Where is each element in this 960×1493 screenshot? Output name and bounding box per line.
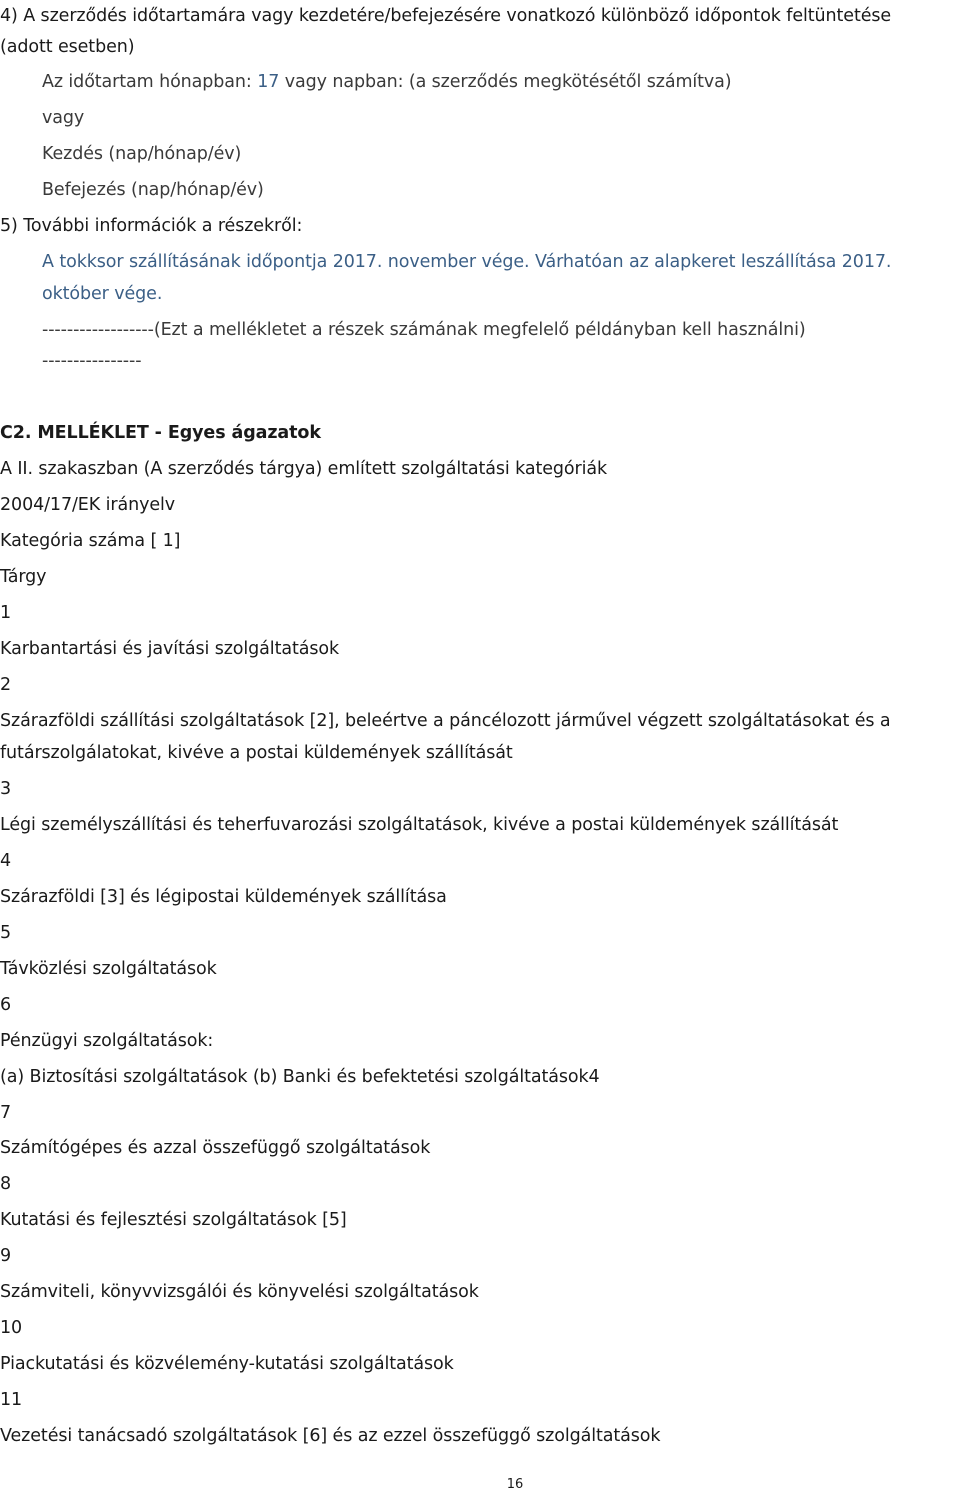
page-number: 16 bbox=[506, 1477, 524, 1492]
annex-subject-label: Tárgy bbox=[0, 567, 47, 587]
item-text: Kutatási és fejlesztési szolgáltatások [5] bbox=[0, 1210, 347, 1230]
annex-heading: C2. MELLÉKLET - Egyes ágazatok bbox=[0, 423, 321, 443]
item-text: Távközlési szolgáltatások bbox=[0, 959, 217, 979]
item-text: Pénzügyi szolgáltatások: bbox=[0, 1031, 214, 1051]
item-text: Légi személyszállítási és teherfuvarozási szolgáltatások, kivéve a postai küldemények szállítását bbox=[0, 815, 839, 835]
annex-category-label: Kategória száma [ 1] bbox=[0, 531, 181, 551]
item-number: 3 bbox=[0, 779, 12, 799]
item-number: 11 bbox=[0, 1390, 23, 1410]
item-number: 8 bbox=[0, 1174, 12, 1194]
duration-suffix: vagy napban: (a szerződés megkötésétől számítva) bbox=[279, 72, 732, 92]
start-date-line: Kezdés (nap/hónap/év) bbox=[42, 144, 242, 164]
item-number: 9 bbox=[0, 1246, 12, 1266]
annex-directive: 2004/17/EK irányelv bbox=[0, 495, 176, 515]
duration-line bbox=[42, 70, 732, 94]
section5-note-line2: ---------------- bbox=[42, 351, 142, 371]
annex-intro: A II. szakaszban (A szerződés tárgya) említett szolgáltatási kategóriák bbox=[0, 459, 608, 479]
section5-note-line1: ------------------(Ezt a mellékletet a részek számának megfelelő példányban kell használni) bbox=[42, 320, 806, 340]
item-number: 5 bbox=[0, 923, 12, 943]
item-number: 7 bbox=[0, 1103, 12, 1123]
section4-title-line2: (adott esetben) bbox=[0, 37, 135, 57]
item-text: Számítógépes és azzal összefüggő szolgáltatások bbox=[0, 1138, 431, 1158]
item-number: 4 bbox=[0, 851, 12, 871]
item-number: 1 bbox=[0, 603, 12, 623]
duration-months: 17 bbox=[257, 72, 280, 92]
item-text: Vezetési tanácsadó szolgáltatások [6] és az ezzel összefüggő szolgáltatások bbox=[0, 1426, 661, 1446]
item-text: Szárazföldi [3] és légipostai küldemények szállítása bbox=[0, 887, 447, 907]
section4-title-line1: 4) A szerződés időtartamára vagy kezdetére/befejezésére vonatkozó különböző időpontok feltüntetése bbox=[0, 6, 892, 26]
item-text: Szárazföldi szállítási szolgáltatások [2], beleértve a páncélozott járművel végzett szolgáltatásokat és a bbox=[0, 711, 891, 731]
item-text: Karbantartási és javítási szolgáltatások bbox=[0, 639, 339, 659]
item-number: 2 bbox=[0, 675, 12, 695]
item-number: 10 bbox=[0, 1318, 23, 1338]
item-text-continued: (a) Biztosítási szolgáltatások (b) Banki és befektetési szolgáltatások4 bbox=[0, 1067, 600, 1087]
or-line: vagy bbox=[42, 108, 85, 128]
item-number: 6 bbox=[0, 995, 12, 1015]
item-text-continued: futárszolgálatokat, kivéve a postai küldemények szállítását bbox=[0, 743, 513, 763]
section5-info-line2: október vége. bbox=[42, 284, 163, 304]
duration-prefix: Az időtartam hónapban: bbox=[42, 72, 258, 92]
item-text: Piackutatási és közvélemény-kutatási szolgáltatások bbox=[0, 1354, 454, 1374]
section5-info-line1: A tokksor szállításának időpontja 2017. november vége. Várhatóan az alapkeret leszállítása 2017. bbox=[42, 252, 892, 272]
end-date-line: Befejezés (nap/hónap/év) bbox=[42, 180, 264, 200]
item-text: Számviteli, könyvvizsgálói és könyvelési szolgáltatások bbox=[0, 1282, 479, 1302]
section5-title: 5) További információk a részekről: bbox=[0, 216, 303, 236]
